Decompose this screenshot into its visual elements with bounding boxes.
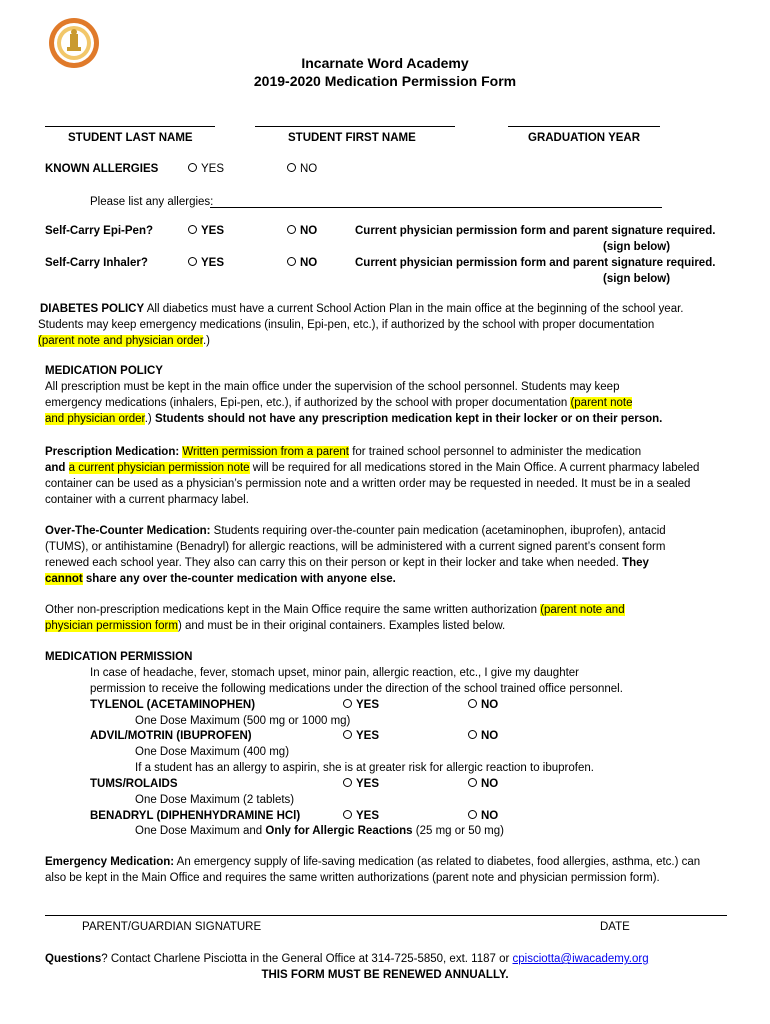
- otc-text3: renewed each school year. They also can carry this on their person or kept in their locker and take when needed.: [45, 557, 623, 569]
- otc-line4: [45, 571, 396, 587]
- prescription-text2: will be required for all medications stored in the Main Office. A current pharmacy labeled: [249, 462, 700, 474]
- tums-label: TUMS/ROLAIDS: [90, 778, 178, 790]
- permission-intro2: permission to receive the following medications under the direction of the school trained office personnel.: [90, 683, 623, 695]
- prescription-and: and: [45, 462, 66, 474]
- date-label: DATE: [600, 921, 630, 933]
- otc-line3: [45, 555, 649, 571]
- prescription-text1: for trained school personnel to administer the medication: [349, 446, 642, 458]
- first-name-field[interactable]: [255, 126, 455, 127]
- diabetes-highlight: (parent note and physician order: [38, 335, 203, 347]
- radio-icon[interactable]: [343, 778, 352, 787]
- school-name: Incarnate Word Academy: [301, 55, 469, 71]
- radio-icon[interactable]: [468, 778, 477, 787]
- nonrx-text1: Other non-prescription medications kept in the Main Office require the same written authorization: [45, 604, 541, 616]
- last-name-field[interactable]: [45, 126, 215, 127]
- radio-icon[interactable]: [188, 257, 197, 266]
- epipen-label: Self-Carry Epi-Pen?: [45, 225, 153, 237]
- epipen-sign-note: (sign below): [603, 241, 671, 253]
- advil-yes-option[interactable]: [343, 728, 379, 744]
- radio-icon[interactable]: [343, 810, 352, 819]
- diabetes-policy-line3: [38, 333, 210, 349]
- otc-they: They: [622, 557, 649, 569]
- otc-cannot: cannot: [45, 573, 83, 585]
- benadryl-dose-end: (25 mg or 50 mg): [412, 825, 504, 837]
- diabetes-policy-line2: Students may keep emergency medications (insulin, Epi-pen, etc.), if authorized by the school with proper documentation: [38, 319, 655, 331]
- allergies-label: KNOWN ALLERGIES: [45, 163, 159, 175]
- medication-policy-text: emergency medications (inhalers, Epi-pen, etc.), if authorized by the school with proper documentation: [45, 397, 571, 409]
- prescription-line3: container can be used as a physician’s permission note and a written order may be requested in needed. It must be in a sealed: [45, 478, 691, 490]
- permission-intro1: In case of headache, fever, stomach upset, minor pain, allergic reaction, etc., I give my daughter: [90, 667, 580, 679]
- benadryl-dose: [135, 823, 504, 839]
- tylenol-label: TYLENOL (ACETAMINOPHEN): [90, 699, 256, 711]
- radio-icon[interactable]: [468, 730, 477, 739]
- radio-icon[interactable]: [287, 225, 296, 234]
- otc-text1: Students requiring over-the-counter pain medication (acetaminophen, ibuprofen), antacid: [210, 525, 666, 537]
- radio-icon[interactable]: [468, 699, 477, 708]
- radio-icon[interactable]: [468, 810, 477, 819]
- epipen-note: Current physician permission form and parent signature required.: [355, 225, 716, 237]
- advil-label: ADVIL/MOTRIN (IBUPROFEN): [90, 730, 252, 742]
- signature-label: PARENT/GUARDIAN SIGNATURE: [82, 921, 262, 933]
- medication-policy-mid: .): [144, 413, 155, 425]
- prescription-line4: container with a current pharmacy label.: [45, 494, 249, 506]
- allergies-list-field[interactable]: [210, 207, 662, 208]
- tylenol-yes-option[interactable]: [343, 697, 379, 713]
- benadryl-dose-bold: Only for Allergic Reactions: [265, 825, 413, 837]
- nonrx-highlight2: physician permission form: [45, 620, 178, 632]
- emergency-line1: [45, 854, 700, 870]
- tums-no-option[interactable]: [468, 776, 498, 792]
- inhaler-yes-option[interactable]: [188, 255, 224, 271]
- otc-text4: share any over the-counter medication with anyone else.: [82, 573, 396, 585]
- inhaler-yes-label: YES: [201, 257, 225, 269]
- tylenol-dose: One Dose Maximum (500 mg or 1000 mg): [135, 715, 351, 727]
- medication-policy-highlight: (parent note: [570, 397, 633, 409]
- benadryl-no-option[interactable]: [468, 808, 498, 824]
- epipen-yes-option[interactable]: [188, 223, 224, 239]
- permission-heading: MEDICATION PERMISSION: [45, 651, 193, 663]
- inhaler-no-label: NO: [300, 257, 318, 269]
- advil-no-option[interactable]: [468, 728, 498, 744]
- benadryl-no-label: NO: [481, 810, 499, 822]
- benadryl-yes-option[interactable]: [343, 808, 379, 824]
- otc-line2: (TUMS), or antihistamine (Benadryl) for allergic reactions, will be administered with a current signed parent’s consent form: [45, 541, 666, 553]
- inhaler-no-option[interactable]: [287, 255, 317, 271]
- benadryl-label: BENADRYL (DIPHENHYDRAMINE HCl): [90, 810, 301, 822]
- inhaler-note: Current physician permission form and parent signature required.: [355, 257, 716, 269]
- radio-icon[interactable]: [287, 257, 296, 266]
- nonrx-highlight1: (parent note and: [540, 604, 625, 616]
- radio-icon[interactable]: [188, 163, 197, 172]
- radio-icon[interactable]: [188, 225, 197, 234]
- nonrx-line1: [45, 602, 625, 618]
- signature-line[interactable]: [45, 915, 727, 916]
- diabetes-policy-line1: [40, 301, 684, 317]
- nonrx-line2: [45, 618, 505, 634]
- prescription-heading: Prescription Medication:: [45, 446, 180, 458]
- radio-icon[interactable]: [287, 163, 296, 172]
- tums-yes-label: YES: [356, 778, 380, 790]
- medication-policy-highlight2: and physician order: [45, 413, 145, 425]
- questions-text: ? Contact Charlene Pisciotta in the General Office at 314-725-5850, ext. 1187 or: [101, 953, 513, 965]
- last-name-label: STUDENT LAST NAME: [68, 132, 193, 144]
- inhaler-sign-note: (sign below): [603, 273, 671, 285]
- medication-policy-line2: [45, 395, 632, 411]
- medication-policy-heading: MEDICATION POLICY: [45, 365, 163, 377]
- tums-no-label: NO: [481, 778, 499, 790]
- inhaler-label: Self-Carry Inhaler?: [45, 257, 148, 269]
- allergies-no-label: NO: [300, 163, 318, 175]
- advil-note: If a student has an allergy to aspirin, she is at greater risk for allergic reaction to ibuprofen.: [135, 762, 594, 774]
- emergency-text1: An emergency supply of life-saving medication (as related to diabetes, food allergies, asthma, etc.) can: [174, 856, 701, 868]
- radio-icon[interactable]: [343, 699, 352, 708]
- advil-no-label: NO: [481, 730, 499, 742]
- emergency-line2: also be kept in the Main Office and requires the same written authorizations (parent note and physician permission form).: [45, 872, 660, 884]
- questions-line: [45, 951, 649, 967]
- medication-policy-line3: [45, 411, 662, 427]
- tums-dose: One Dose Maximum (2 tablets): [135, 794, 295, 806]
- prescription-highlight2: a current physician permission note: [68, 462, 250, 474]
- allergies-yes-label: YES: [201, 163, 225, 175]
- allergies-no-option[interactable]: [287, 161, 317, 177]
- email-link[interactable]: cpisciotta@iwacademy.org: [512, 953, 649, 965]
- grad-year-label: GRADUATION YEAR: [528, 132, 641, 144]
- first-name-label: STUDENT FIRST NAME: [288, 132, 416, 144]
- epipen-yes-label: YES: [201, 225, 225, 237]
- prescription-line2: [45, 460, 699, 476]
- form-title: 2019-2020 Medication Permission Form: [253, 73, 517, 89]
- grad-year-field[interactable]: [508, 126, 660, 127]
- allergies-yes-option[interactable]: [188, 161, 224, 177]
- allergies-list-prompt: Please list any allergies:: [90, 196, 214, 208]
- prescription-highlight1: Written permission from a parent: [182, 446, 349, 458]
- questions-heading: Questions: [45, 953, 102, 965]
- advil-dose: One Dose Maximum (400 mg): [135, 746, 290, 758]
- diabetes-text: All diabetics must have a current School Action Plan in the main office at the beginning of the school year.: [144, 303, 684, 315]
- tylenol-no-option[interactable]: [468, 697, 498, 713]
- renew-notice: THIS FORM MUST BE RENEWED ANNUALLY.: [261, 969, 509, 981]
- tums-yes-option[interactable]: [343, 776, 379, 792]
- radio-icon[interactable]: [343, 730, 352, 739]
- otc-heading: Over-The-Counter Medication:: [45, 525, 211, 537]
- diabetes-heading: DIABETES POLICY: [40, 303, 145, 315]
- benadryl-yes-label: YES: [356, 810, 380, 822]
- nonrx-text2: ) and must be in their original containers. Examples listed below.: [177, 620, 506, 632]
- emergency-heading: Emergency Medication:: [45, 856, 175, 868]
- tylenol-no-label: NO: [481, 699, 499, 711]
- advil-yes-label: YES: [356, 730, 380, 742]
- epipen-no-option[interactable]: [287, 223, 317, 239]
- diabetes-line3-end: .): [202, 335, 210, 347]
- epipen-no-label: NO: [300, 225, 318, 237]
- tylenol-yes-label: YES: [356, 699, 380, 711]
- prescription-line1: [45, 444, 641, 460]
- benadryl-dose-text: One Dose Maximum and: [135, 825, 266, 837]
- medication-policy-line1: All prescription must be kept in the main office under the supervision of the school personnel. Students may keep: [45, 381, 620, 393]
- otc-line1: [45, 523, 666, 539]
- medication-policy-warning: Students should not have any prescription medication kept in their locker or on their person.: [154, 413, 663, 425]
